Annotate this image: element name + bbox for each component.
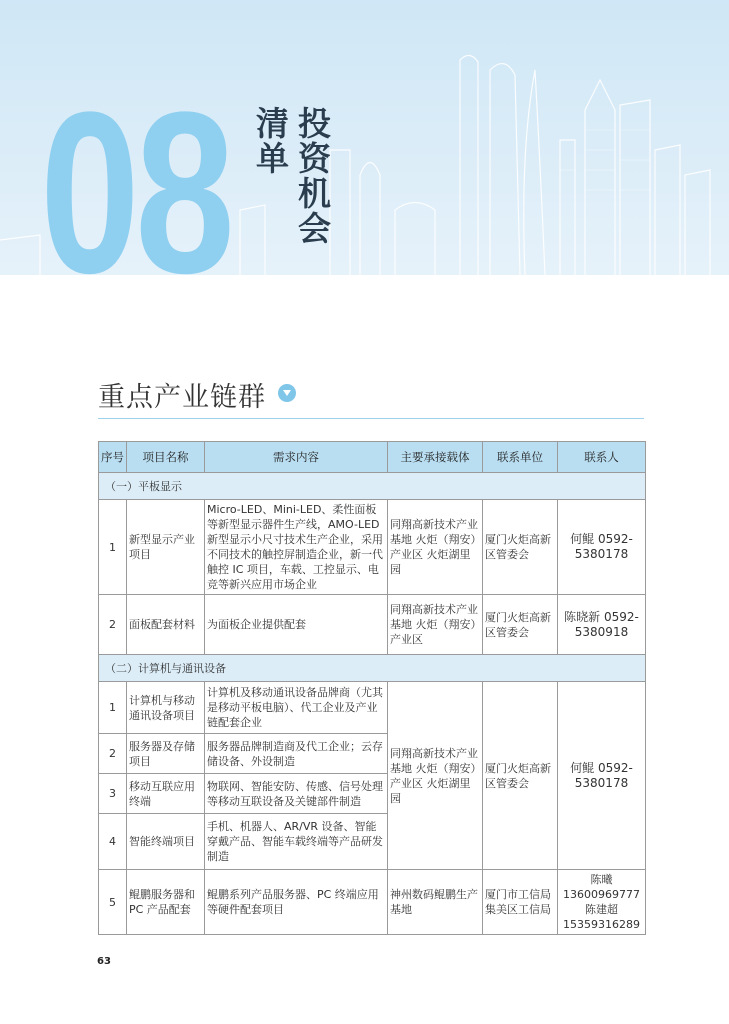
cell-contact: 何鲲 0592-5380178 xyxy=(558,682,646,870)
cell-name: 新型显示产业项目 xyxy=(127,500,205,595)
cell-name: 服务器及存储项目 xyxy=(127,734,205,774)
cell-no: 5 xyxy=(99,870,127,935)
cell-name: 计算机与移动通讯设备项目 xyxy=(127,682,205,734)
cell-name: 鲲鹏服务器和PC 产品配套 xyxy=(127,870,205,935)
cell-content: 物联网、智能安防、传感、信号处理等移动互联设备及关键部件制造 xyxy=(205,774,388,814)
header-content: 需求内容 xyxy=(205,442,388,473)
cell-carrier: 神州数码鲲鹏生产基地 xyxy=(388,870,483,935)
investment-table xyxy=(98,441,646,935)
cell-content: 鲲鹏系列产品服务器、PC 终端应用等硬件配套项目 xyxy=(205,870,388,935)
section-divider xyxy=(98,418,644,419)
chevron-down-icon xyxy=(278,384,296,402)
section-title: 重点产业链群 xyxy=(98,382,266,413)
table-row xyxy=(99,595,646,655)
cell-carrier: 同翔高新技术产业基地 火炬（翔安）产业区 火炬湖里园 xyxy=(388,500,483,595)
cell-unit: 厦门火炬高新区管委会 xyxy=(483,595,558,655)
chapter-title-col2: 投资机会 xyxy=(293,106,332,246)
chapter-banner xyxy=(0,0,729,275)
cell-no: 2 xyxy=(99,734,127,774)
header-name: 项目名称 xyxy=(127,442,205,473)
cell-unit: 厦门火炬高新区管委会 xyxy=(483,682,558,870)
table-row xyxy=(99,870,646,935)
table-row xyxy=(99,682,646,734)
header-no: 序号 xyxy=(99,442,127,473)
category-row xyxy=(99,473,646,500)
header-carrier: 主要承接载体 xyxy=(388,442,483,473)
cell-no: 2 xyxy=(99,595,127,655)
cell-contact: 何鲲 0592-5380178 xyxy=(558,500,646,595)
category-row xyxy=(99,655,646,682)
cell-name: 移动互联应用终端 xyxy=(127,774,205,814)
cell-unit: 厦门市工信局 集美区工信局 xyxy=(483,870,558,935)
cell-no: 4 xyxy=(99,814,127,870)
cell-content: 服务器品牌制造商及代工企业；云存储设备、外设制造 xyxy=(205,734,388,774)
cell-name: 面板配套材料 xyxy=(127,595,205,655)
cell-no: 1 xyxy=(99,500,127,595)
cell-no: 3 xyxy=(99,774,127,814)
table-row xyxy=(99,500,646,595)
table-header-row xyxy=(99,442,646,473)
cell-content: 手机、机器人、AR/VR 设备、智能穿戴产品、智能车载终端等产品研发制造 xyxy=(205,814,388,870)
category-title: （二）计算机与通讯设备 xyxy=(99,655,646,682)
cell-contact: 陈晓新 0592-5380918 xyxy=(558,595,646,655)
chapter-number: 08 xyxy=(40,64,231,275)
cell-carrier: 同翔高新技术产业基地 火炬（翔安）产业区 火炬湖里园 xyxy=(388,682,483,870)
chapter-title-col1: 清单 xyxy=(251,106,290,176)
page-number: 63 xyxy=(97,956,111,967)
category-title: （一）平板显示 xyxy=(99,473,646,500)
cell-name: 智能终端项目 xyxy=(127,814,205,870)
cell-carrier: 同翔高新技术产业基地 火炬（翔安）产业区 xyxy=(388,595,483,655)
cell-contact: 陈曦 13600969777 陈建超 15359316289 xyxy=(558,870,646,935)
cell-content: 为面板企业提供配套 xyxy=(205,595,388,655)
cell-content: 计算机及移动通讯设备品牌商（尤其是移动平板电脑）、代工企业及产业链配套企业 xyxy=(205,682,388,734)
cell-no: 1 xyxy=(99,682,127,734)
cell-content: Micro-LED、Mini-LED、柔性面板等新型显示器件生产线，AMO-LED新型显示小尺寸技术生产企业，采用不同技术的触控屏制造企业，新一代触控 IC 项目，车载、工控显示、电竞等新兴应用市场企业 xyxy=(205,500,388,595)
cell-unit: 厦门火炬高新区管委会 xyxy=(483,500,558,595)
header-contact: 联系人 xyxy=(558,442,646,473)
header-unit: 联系单位 xyxy=(483,442,558,473)
